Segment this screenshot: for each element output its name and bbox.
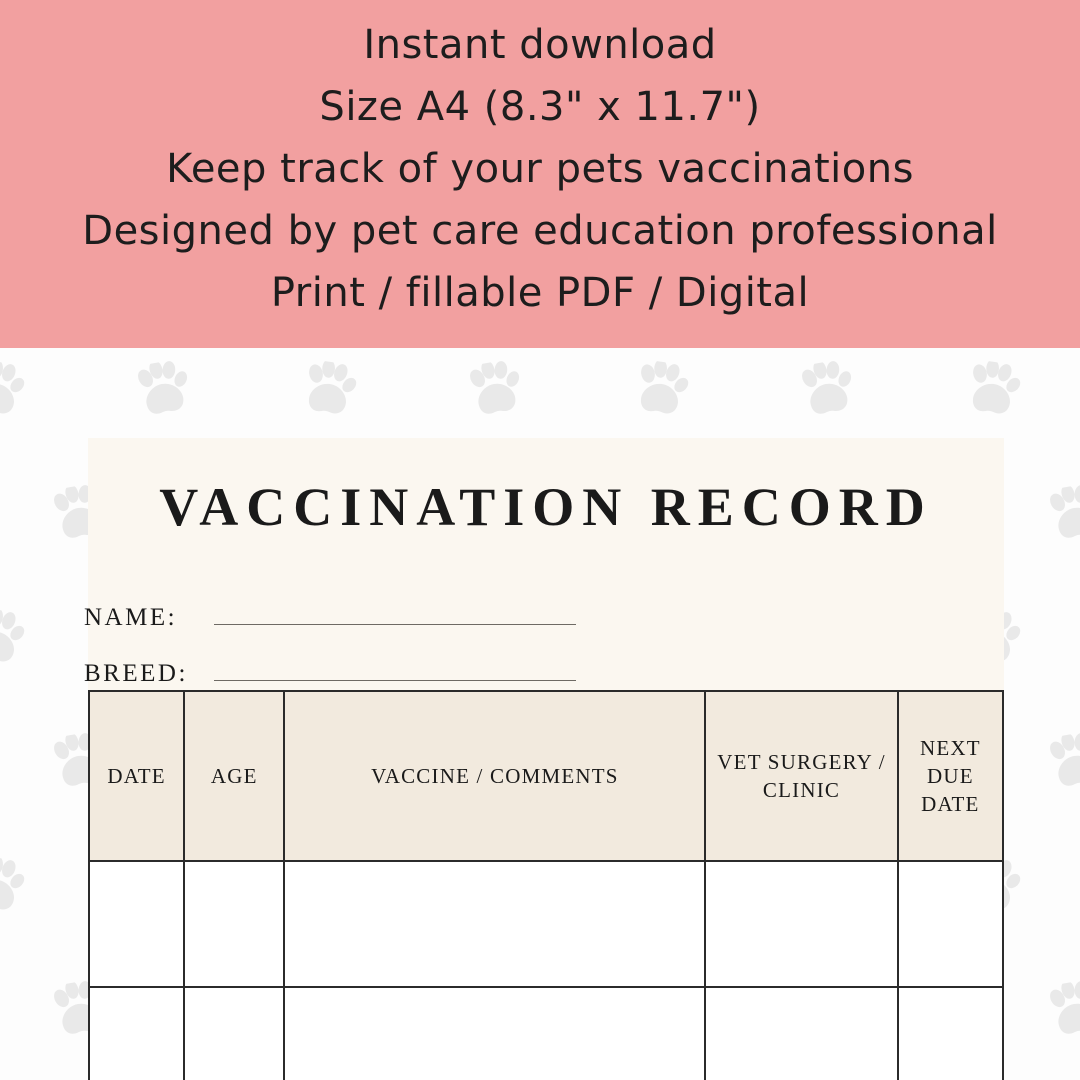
promo-line-5: Print / fillable PDF / Digital: [270, 270, 810, 316]
paw-print-icon: [0, 359, 28, 422]
table-header: [89, 691, 1003, 861]
table-row: [89, 987, 1003, 1080]
name-field-label: NAME:: [84, 604, 178, 631]
paw-print-icon: [796, 358, 859, 423]
paw-print-icon: [1044, 482, 1080, 547]
cell-vaccine-comments[interactable]: [284, 861, 705, 987]
cell-next-due-date[interactable]: [898, 987, 1003, 1080]
column-header-next-due-date: NEXT DUE DATE: [898, 691, 1003, 861]
promo-banner: [0, 0, 1080, 348]
paw-print-icon: [464, 358, 527, 423]
paw-print-icon: [0, 607, 28, 670]
cell-date[interactable]: [89, 987, 184, 1080]
paw-print-icon: [132, 358, 195, 423]
cell-vet-surgery-clinic[interactable]: [705, 987, 897, 1080]
cell-age[interactable]: [184, 861, 284, 987]
field-row-breed: [84, 660, 1004, 688]
promo-line-4: Designed by pet care education professional: [82, 208, 998, 254]
page-title: VACCINATION RECORD: [159, 477, 933, 537]
column-header-date: DATE: [89, 691, 184, 861]
column-header-vaccine-comments: VACCINE / COMMENTS: [284, 691, 705, 861]
vaccination-table: [88, 690, 1004, 1080]
paw-print-icon: [630, 359, 691, 422]
name-field-input[interactable]: [214, 624, 576, 625]
breed-field-label: BREED:: [84, 660, 188, 687]
promo-line-3: Keep track of your pets vaccinations: [166, 146, 914, 192]
table-header-row: [89, 691, 1003, 861]
paw-print-icon: [962, 359, 1023, 422]
cell-date[interactable]: [89, 861, 184, 987]
paw-print-icon: [298, 359, 359, 422]
table-body: [89, 861, 1003, 1080]
cell-age[interactable]: [184, 987, 284, 1080]
paw-print-icon: [1044, 730, 1080, 795]
column-header-vet-surgery-clinic: VET SURGERY / CLINIC: [705, 691, 897, 861]
paw-print-icon: [1044, 978, 1080, 1043]
table-row: [89, 861, 1003, 987]
field-row-name: [84, 604, 1004, 632]
cell-vaccine-comments[interactable]: [284, 987, 705, 1080]
breed-field-input[interactable]: [214, 680, 576, 681]
column-header-age: AGE: [184, 691, 284, 861]
cell-next-due-date[interactable]: [898, 861, 1003, 987]
paw-print-icon: [0, 855, 28, 918]
cell-vet-surgery-clinic[interactable]: [705, 861, 897, 987]
promo-line-1: Instant download: [363, 22, 717, 68]
promo-line-2: Size A4 (8.3" x 11.7"): [319, 84, 761, 130]
